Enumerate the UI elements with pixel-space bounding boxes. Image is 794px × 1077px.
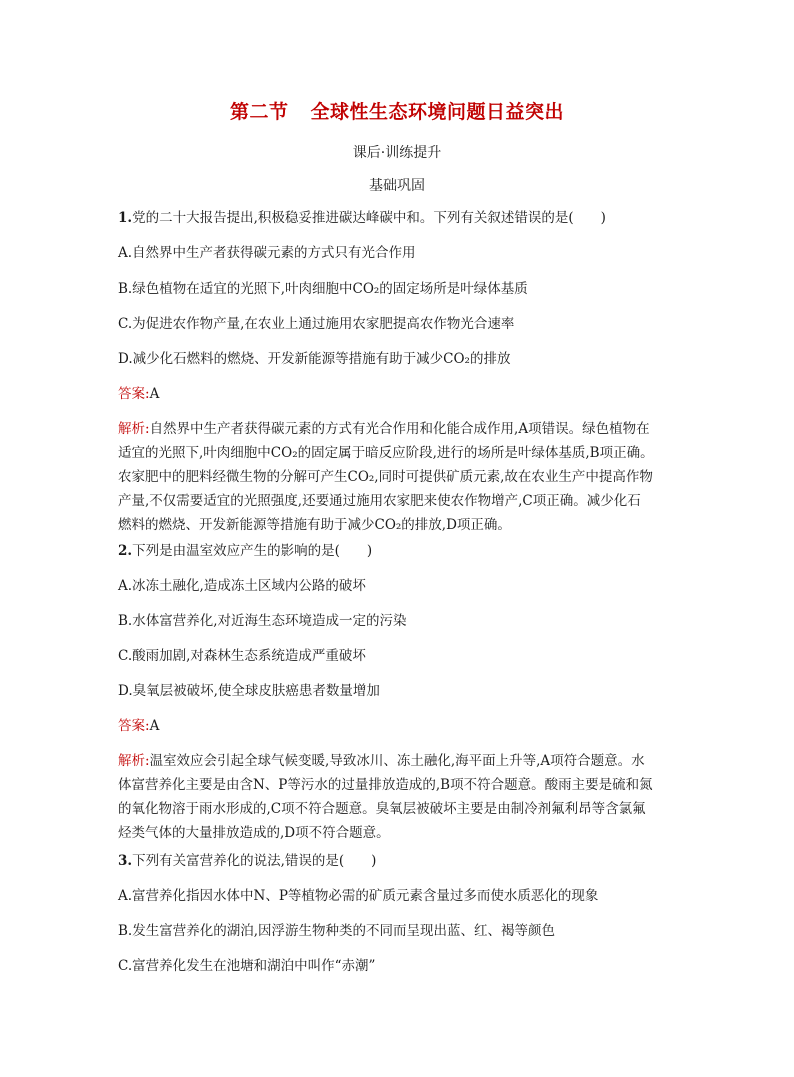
question-2-option-b: B.水体富营养化,对近海生态环境造成一定的污染	[118, 613, 407, 629]
question-1-option-c: C.为促进农作物产量,在农业上通过施用农家肥提高农作物光合速率	[118, 316, 515, 332]
title-section-number: 第二节	[229, 101, 289, 123]
page-title	[0, 97, 794, 124]
question-2-option-c: C.酸雨加剧,对森林生态系统造成严重破坏	[118, 648, 366, 664]
question-3-option-c: C.富营养化发生在池塘和湖泊中叫作“赤潮”	[118, 958, 376, 974]
question-1-answer	[118, 384, 159, 404]
question-text: 党的二十大报告提出,积极稳妥推进碳达峰碳中和。下列有关叙述错误的是( )	[132, 210, 606, 226]
question-3-option-b: B.发生富营养化的湖泊,因浮游生物种类的不同而呈现出蓝、红、褐等颜色	[118, 923, 556, 939]
question-1-option-b: B.绿色植物在适宜的光照下,叶肉细胞中CO₂的固定场所是叶绿体基质	[118, 281, 528, 297]
explanation-label: 解析:	[118, 753, 150, 769]
explanation-line: 农家肥中的肥料经微生物的分解可产生CO₂,同时可提供矿质元素,故在农业生产中提高作物	[118, 469, 653, 485]
question-2-answer	[118, 716, 159, 736]
question-2-option-a: A.冰冻土融化,造成冻土区域内公路的破坏	[118, 578, 366, 594]
question-text: 下列是由温室效应产生的影响的是( )	[132, 543, 373, 559]
explanation-line: 解析:温室效应会引起全球气候变暖,导致冰川、冻土融化,海平面上升等,A项符合题意。水	[118, 753, 645, 769]
question-1-option-a: A.自然界中生产者获得碳元素的方式只有光合作用	[118, 245, 416, 261]
question-2-option-d: D.臭氧层被破坏,使全球皮肤癌患者数量增加	[118, 683, 380, 699]
question-2-stem	[118, 541, 688, 561]
explanation-line: 产量,不仅需要适宜的光照强度,还要通过施用农家肥来使农作物增产,C项正确。减少化石	[118, 493, 641, 509]
explanation-line: 燃料的燃烧、开发新能源等措施有助于减少CO₂的排放,D项正确。	[118, 517, 511, 533]
question-number: 1.	[118, 210, 133, 226]
answer-value: A	[149, 386, 160, 402]
question-3-stem	[118, 851, 688, 871]
question-1-stem	[118, 208, 688, 228]
explanation-line: 体富营养化主要是由含N、P等污水的过量排放造成的,B项不符合题意。酸雨主要是硫和氮	[118, 777, 653, 793]
question-2-explanation	[118, 749, 688, 845]
question-3-option-a: A.富营养化指因水体中N、P等植物必需的矿质元素含量过多而使水质恶化的现象	[118, 888, 599, 904]
explanation-line: 的氧化物溶于雨水形成的,C项不符合题意。臭氧层被破坏主要是由制冷剂氟利昂等含氯氟	[118, 801, 646, 817]
explanation-label: 解析:	[118, 421, 150, 437]
explanation-line: 烃类气体的大量排放造成的,D项不符合题意。	[118, 825, 390, 841]
question-1-explanation	[118, 417, 688, 537]
title-topic: 全球性生态环境问题日益突出	[310, 101, 565, 123]
answer-label: 答案:	[118, 718, 150, 734]
answer-value: A	[149, 718, 160, 734]
question-number: 2.	[118, 543, 133, 559]
question-number: 3.	[118, 853, 133, 869]
explanation-line: 适宜的光照下,叶肉细胞中CO₂的固定属于暗反应阶段,进行的场所是叶绿体基质,B项正确。	[118, 445, 654, 461]
answer-label: 答案:	[118, 386, 150, 402]
question-1-option-d: D.减少化石燃料的燃烧、开发新能源等措施有助于减少CO₂的排放	[118, 351, 511, 367]
section-heading: 基础巩固	[369, 178, 425, 194]
question-text: 下列有关富营养化的说法,错误的是( )	[132, 853, 377, 869]
page-subtitle: 课后·训练提升	[352, 145, 442, 161]
explanation-line: 解析:自然界中生产者获得碳元素的方式有光合作用和化能合成作用,A项错误。绿色植物在	[118, 421, 650, 437]
